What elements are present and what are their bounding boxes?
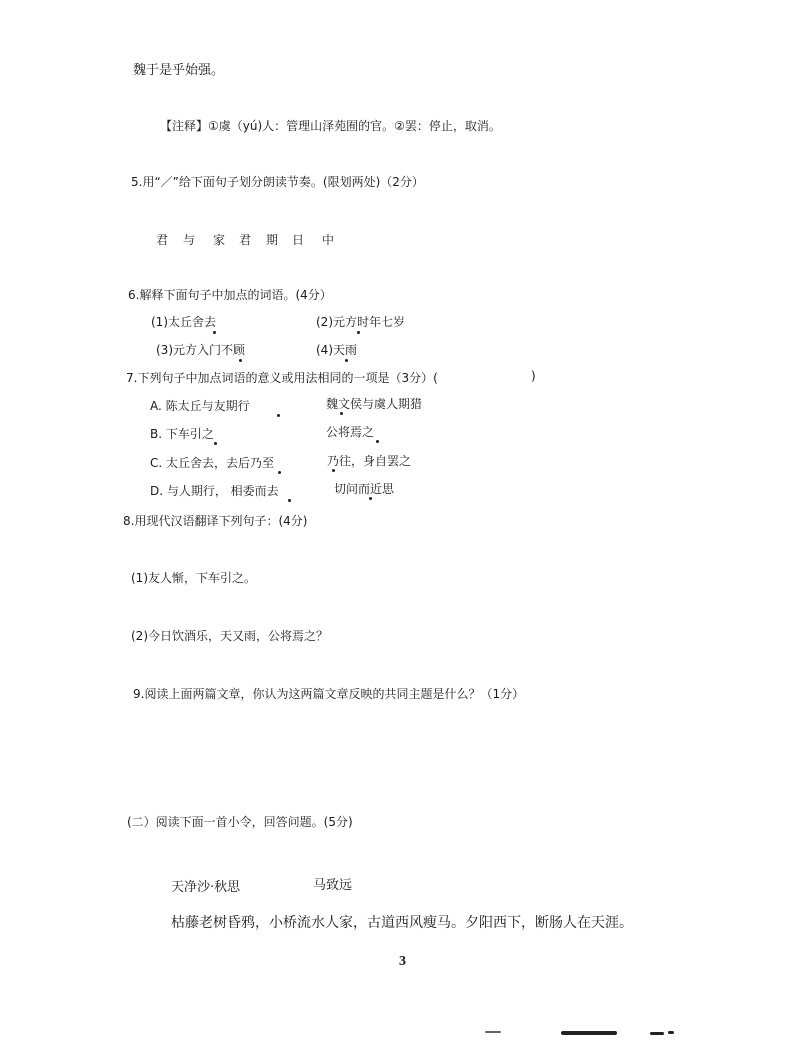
poem-body: 枯藤老树昏鸦，小桥流水人家，古道西风瘦马。夕阳西下，断肠人在天涯。 bbox=[171, 915, 633, 931]
scan-smudge bbox=[668, 1031, 674, 1034]
q7-option-d: D. 与人期行， 相委而去 bbox=[150, 484, 279, 498]
text-wei-qiang: 魏于是乎始强。 bbox=[133, 63, 225, 78]
question-6: 6.解释下面句子中加点的词语。(4分） bbox=[128, 288, 332, 302]
page-number: 3 bbox=[399, 954, 406, 969]
q5-char: 家 bbox=[213, 233, 226, 247]
q5-char: 与 bbox=[183, 233, 196, 247]
q6-item-3: (3)元方入门不顾 bbox=[156, 343, 245, 357]
q7-option-a-pair: 魏文侯与虞人期猎 bbox=[326, 397, 423, 411]
scan-smudge bbox=[650, 1032, 664, 1035]
q5-char: 期 bbox=[266, 233, 279, 247]
q7-option-a: A. 陈太丘与友期行 bbox=[150, 399, 250, 413]
question-5: 5.用“／”给下面句子划分朗读节奏。(限划两处)（2分） bbox=[131, 175, 424, 189]
q6-item-1: (1)太丘舍去 bbox=[151, 315, 216, 329]
emphasis-dot bbox=[213, 331, 216, 334]
q7-option-c: C. 太丘舍去，去后乃至 bbox=[150, 456, 275, 470]
q5-char: 日 bbox=[292, 233, 305, 247]
emphasis-dot bbox=[340, 412, 343, 415]
q7-option-b: B. 下车引之 bbox=[150, 427, 214, 441]
emphasis-dot bbox=[214, 442, 217, 445]
q5-char: 君 bbox=[156, 233, 169, 247]
answer-paren: ) bbox=[531, 369, 536, 383]
poem-title: 天净沙·秋思 bbox=[171, 880, 241, 895]
poem-author: 马致远 bbox=[313, 878, 353, 893]
q5-char: 中 bbox=[322, 233, 335, 247]
q7-option-c-pair: 乃往，身自罢之 bbox=[327, 454, 412, 468]
q7-option-b-pair: 公将焉之 bbox=[326, 425, 375, 439]
question-7: 7.下列句子中加点词语的意义或用法相同的一项是（3分）( bbox=[126, 371, 438, 385]
q8-sentence-2: (2)今日饮酒乐，天又雨，公将焉之？ bbox=[131, 629, 328, 643]
emphasis-dot bbox=[345, 359, 348, 362]
emphasis-dot bbox=[357, 331, 360, 334]
annotation-note: 【注释】①虞（yú)人：管理山泽苑囿的官。②罢：停止，取消。 bbox=[160, 119, 501, 133]
scan-smudge bbox=[485, 1031, 501, 1033]
q8-sentence-1: (1)友人惭，下车引之。 bbox=[131, 571, 256, 585]
scan-smudge bbox=[561, 1031, 617, 1035]
q6-item-4: (4)天雨 bbox=[316, 343, 357, 357]
q7-option-d-pair: 切问而近思 bbox=[334, 482, 395, 496]
question-8: 8.用现代汉语翻译下列句子：(4分) bbox=[123, 514, 308, 528]
emphasis-dot bbox=[278, 471, 281, 474]
q5-char: 君 bbox=[239, 233, 252, 247]
section-2-heading: (二）阅读下面一首小令，回答问题。(5分) bbox=[127, 815, 353, 829]
emphasis-dot bbox=[239, 359, 242, 362]
emphasis-dot bbox=[369, 497, 372, 500]
emphasis-dot bbox=[288, 499, 291, 502]
emphasis-dot bbox=[277, 414, 280, 417]
emphasis-dot bbox=[376, 440, 379, 443]
q6-item-2: (2)元方时年七岁 bbox=[316, 315, 405, 329]
question-9: 9.阅读上面两篇文章，你认为这两篇文章反映的共同主题是什么？（1分） bbox=[133, 687, 525, 701]
emphasis-dot bbox=[332, 469, 335, 472]
